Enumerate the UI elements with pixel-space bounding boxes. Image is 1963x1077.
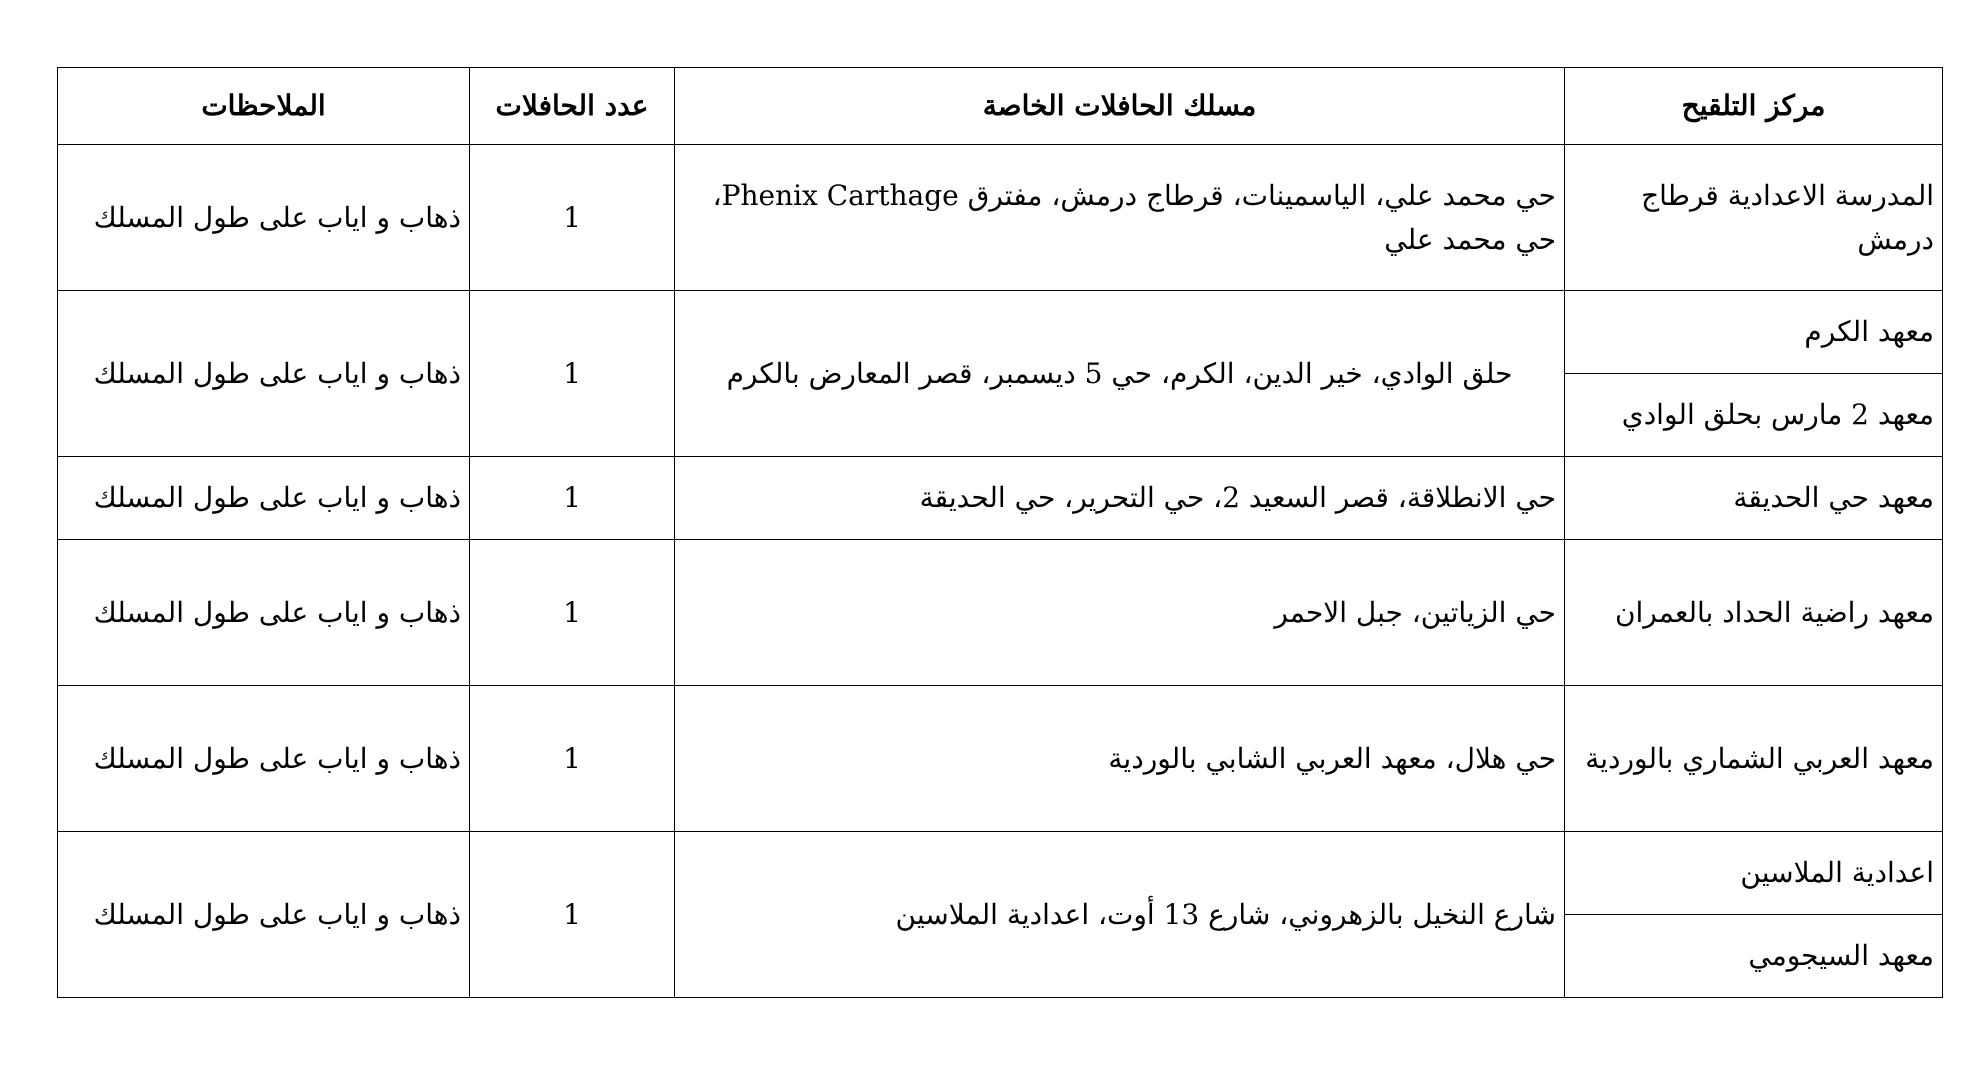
route-cell: حي محمد علي، الياسمينات، قرطاج درمش، مفترق Phenix Carthage، حي محمد علي bbox=[675, 145, 1565, 291]
table-row bbox=[58, 145, 1943, 291]
table-header-row bbox=[58, 68, 1943, 145]
count-cell: 1 bbox=[470, 832, 675, 998]
notes-cell: ذهاب و اياب على طول المسلك bbox=[58, 145, 470, 291]
center-cell: معهد حي الحديقة bbox=[1565, 457, 1943, 540]
route-cell: حي هلال، معهد العربي الشابي بالوردية bbox=[675, 686, 1565, 832]
notes-cell: ذهاب و اياب على طول المسلك bbox=[58, 291, 470, 457]
count-cell: 1 bbox=[470, 291, 675, 457]
route-cell: شارع النخيل بالزهروني، شارع 13 أوت، اعدادية الملاسين bbox=[675, 832, 1565, 998]
center-cell: معهد راضية الحداد بالعمران bbox=[1565, 540, 1943, 686]
header-route: مسلك الحافلات الخاصة bbox=[675, 68, 1565, 145]
center-cell: المدرسة الاعدادية قرطاج درمش bbox=[1565, 145, 1943, 291]
count-cell: 1 bbox=[470, 540, 675, 686]
route-cell: حي الانطلاقة، قصر السعيد 2، حي التحرير، حي الحديقة bbox=[675, 457, 1565, 540]
center-cell: اعدادية الملاسين bbox=[1565, 832, 1943, 915]
count-cell: 1 bbox=[470, 686, 675, 832]
count-cell: 1 bbox=[470, 145, 675, 291]
notes-cell: ذهاب و اياب على طول المسلك bbox=[58, 686, 470, 832]
bus-routes-table bbox=[57, 67, 1943, 998]
route-cell: حلق الوادي، خير الدين، الكرم، حي 5 ديسمبر، قصر المعارض بالكرم bbox=[675, 291, 1565, 457]
count-cell: 1 bbox=[470, 457, 675, 540]
table-row bbox=[58, 686, 1943, 832]
center-cell: معهد السيجومي bbox=[1565, 915, 1943, 998]
notes-cell: ذهاب و اياب على طول المسلك bbox=[58, 832, 470, 998]
route-cell: حي الزياتين، جبل الاحمر bbox=[675, 540, 1565, 686]
center-cell: معهد الكرم bbox=[1565, 291, 1943, 374]
center-cell: معهد العربي الشماري بالوردية bbox=[1565, 686, 1943, 832]
table-row bbox=[58, 832, 1943, 915]
notes-cell: ذهاب و اياب على طول المسلك bbox=[58, 457, 470, 540]
header-center: مركز التلقيح bbox=[1565, 68, 1943, 145]
center-cell: معهد 2 مارس بحلق الوادي bbox=[1565, 374, 1943, 457]
header-count: عدد الحافلات bbox=[470, 68, 675, 145]
table-row bbox=[58, 291, 1943, 374]
table-row bbox=[58, 540, 1943, 686]
table-row bbox=[58, 457, 1943, 540]
notes-cell: ذهاب و اياب على طول المسلك bbox=[58, 540, 470, 686]
header-notes: الملاحظات bbox=[58, 68, 470, 145]
